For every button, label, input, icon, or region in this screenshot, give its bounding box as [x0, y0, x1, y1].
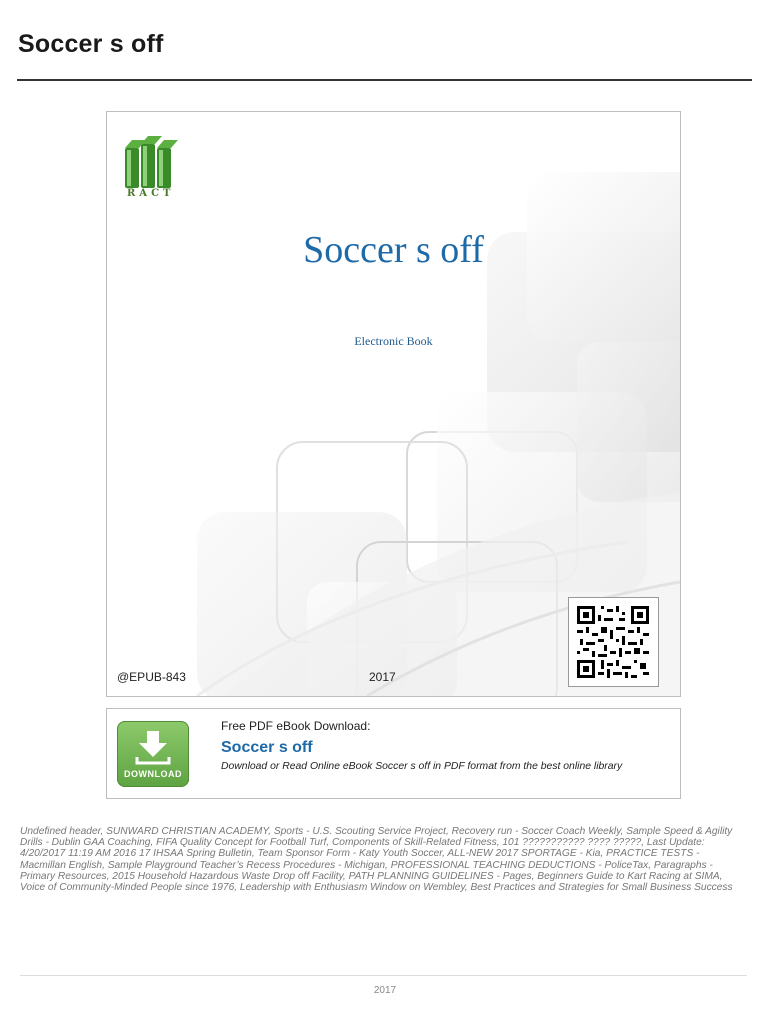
cover-year: 2017: [369, 670, 396, 684]
cover-code: @EPUB-843: [117, 670, 186, 684]
download-header: Free PDF eBook Download:: [221, 719, 371, 733]
download-description: Download or Read Online eBook Soccer s off in PDF format from the best online library: [221, 761, 623, 772]
footer-year: 2017: [373, 985, 397, 996]
footer-divider: [20, 975, 747, 976]
cover-subtitle: Electronic Book: [354, 334, 433, 348]
title-divider: [17, 79, 752, 81]
keywords-paragraph: Undefined header, SUNWARD CHRISTIAN ACADEMY, Sports - U.S. Scouting Service Project, Recovery run - Soccer Coach Weekly, Sample Speed & Agility Drills - Dublin GAA Coaching, FIFA Quality Concept for Football Turf, Components of Skill-Related Fitness, 101 ??????????? ???? ?????, Last Update: 4/20/2017 11:19 AM 2016 17 IHSAA Spring Bulletin, Team Sponsor Form - Katy Youth Soccer, ALL-NEW 2017 SPORTAGE - Kia, PRACTICE TESTS - Macmillan English, Sample Playground Teacher’s Recess Procedures - Michigan, PROFESSIONAL TEACHING DEDUCTIONS - PoliceTax, Paragraphs - Primary Resources, 2015 Household Hazardous Waste Drop off Facility, PATH PLANNING GUIDELINES - Pages, Beginners Guide to Kart Racing at SIMA, Voice of Community-Minded People since 1976, Leadership with Enthusiasm Window on Wembley, Best Practices and Strategies for Small Business Success: [20, 826, 733, 894]
cover-title: Soccer s off: [303, 229, 484, 271]
logo-text: RACT: [127, 188, 175, 199]
download-arrow-icon: [117, 723, 189, 767]
qr-code-icon: [568, 597, 659, 687]
page-title: Soccer s off: [18, 30, 164, 58]
download-box: [106, 708, 681, 799]
download-button[interactable]: [117, 721, 189, 787]
book-cover: [106, 111, 681, 697]
download-icon-label: DOWNLOAD: [124, 769, 182, 779]
download-title-link[interactable]: Soccer s off: [221, 739, 313, 756]
